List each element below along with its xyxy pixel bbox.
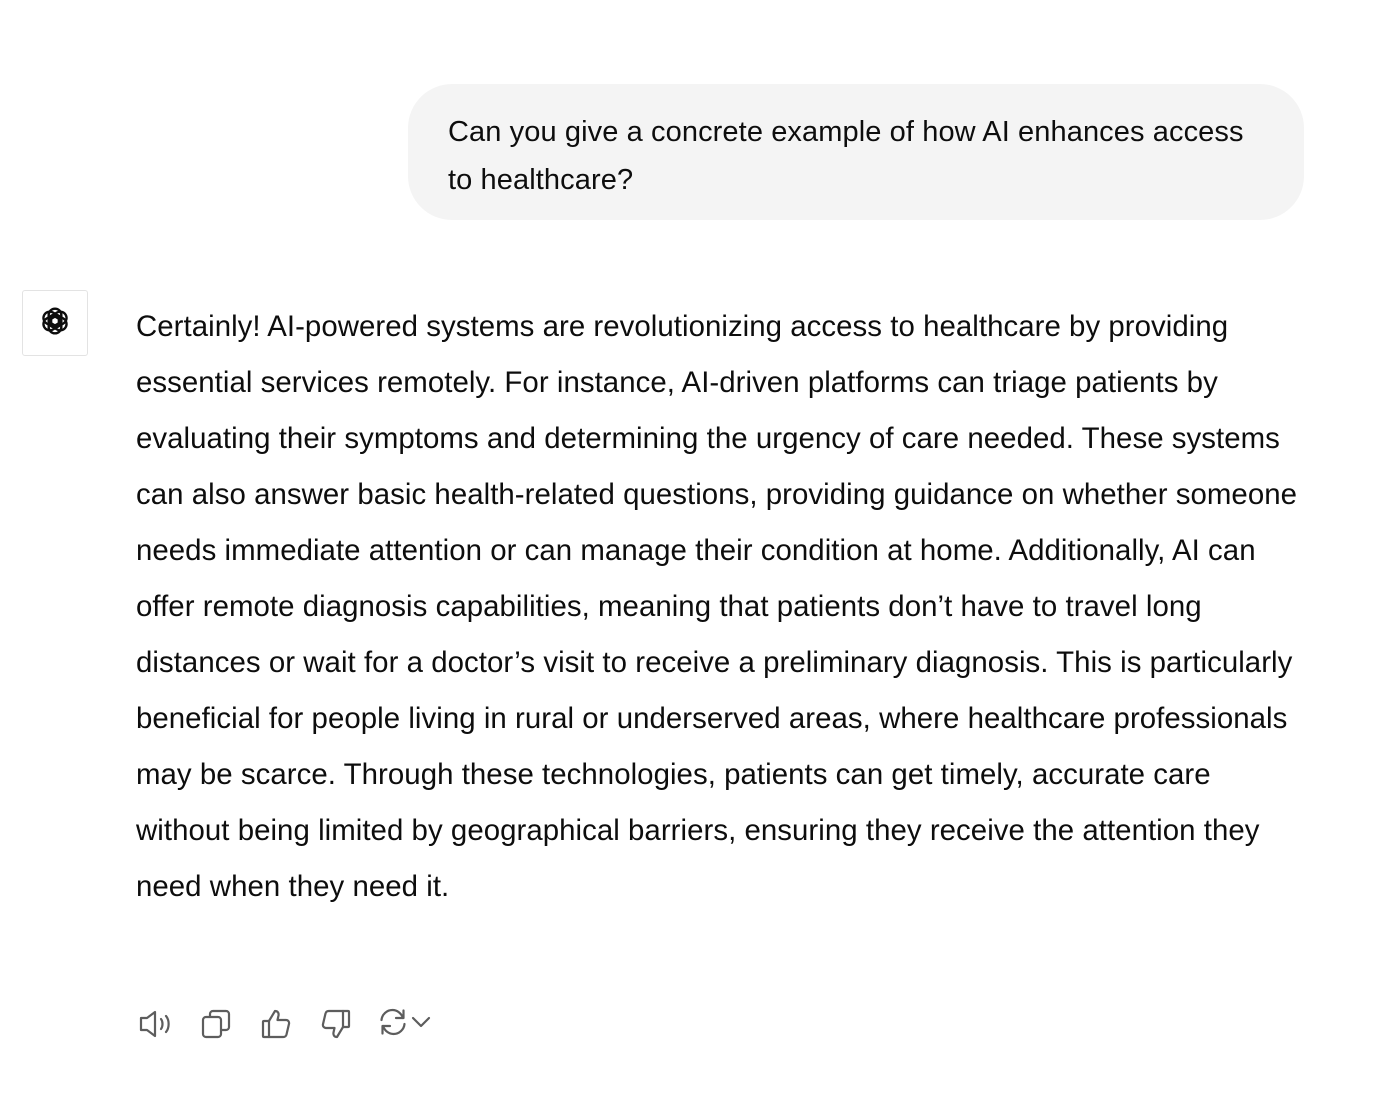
- speaker-icon: [137, 1007, 175, 1041]
- openai-logo-icon: [36, 302, 74, 345]
- user-message-bubble: [408, 84, 1304, 220]
- regenerate-button[interactable]: [376, 1004, 432, 1044]
- copy-button[interactable]: [196, 1004, 236, 1044]
- good-response-button[interactable]: [256, 1004, 296, 1044]
- read-aloud-button[interactable]: [136, 1004, 176, 1044]
- assistant-avatar: [22, 290, 88, 356]
- thumbs-up-icon: [259, 1007, 293, 1041]
- message-actions: [136, 1004, 432, 1044]
- copy-icon: [199, 1007, 233, 1041]
- refresh-icon: [376, 1005, 410, 1044]
- chevron-down-icon: [410, 1005, 432, 1044]
- user-message-text: Can you give a concrete example of how AI enhances access to healthcare?: [448, 116, 1244, 196]
- assistant-message-text: Certainly! AI-powered systems are revolutionizing access to healthcare by providing essential services remotely. For instance, AI-driven platforms can triage patients by evaluating their symptoms and determining the urgency of care needed. These systems can also answer basic health-related questions, providing guidance on whether someone needs immediate attention or can manage their condition at home. Additionally, AI can offer remote diagnosis capabilities, meaning that patients don’t have to travel long distances or wait for a doctor’s visit to receive a preliminary diagnosis. This is particularly beneficial for people living in rural or underserved areas, where healthcare professionals may be scarce. Through these technologies, patients can get timely, accurate care without being limited by geographical barriers, ensuring they receive the attention they need when they need it.: [136, 310, 1298, 903]
- thumbs-down-icon: [319, 1007, 353, 1041]
- bad-response-button[interactable]: [316, 1004, 356, 1044]
